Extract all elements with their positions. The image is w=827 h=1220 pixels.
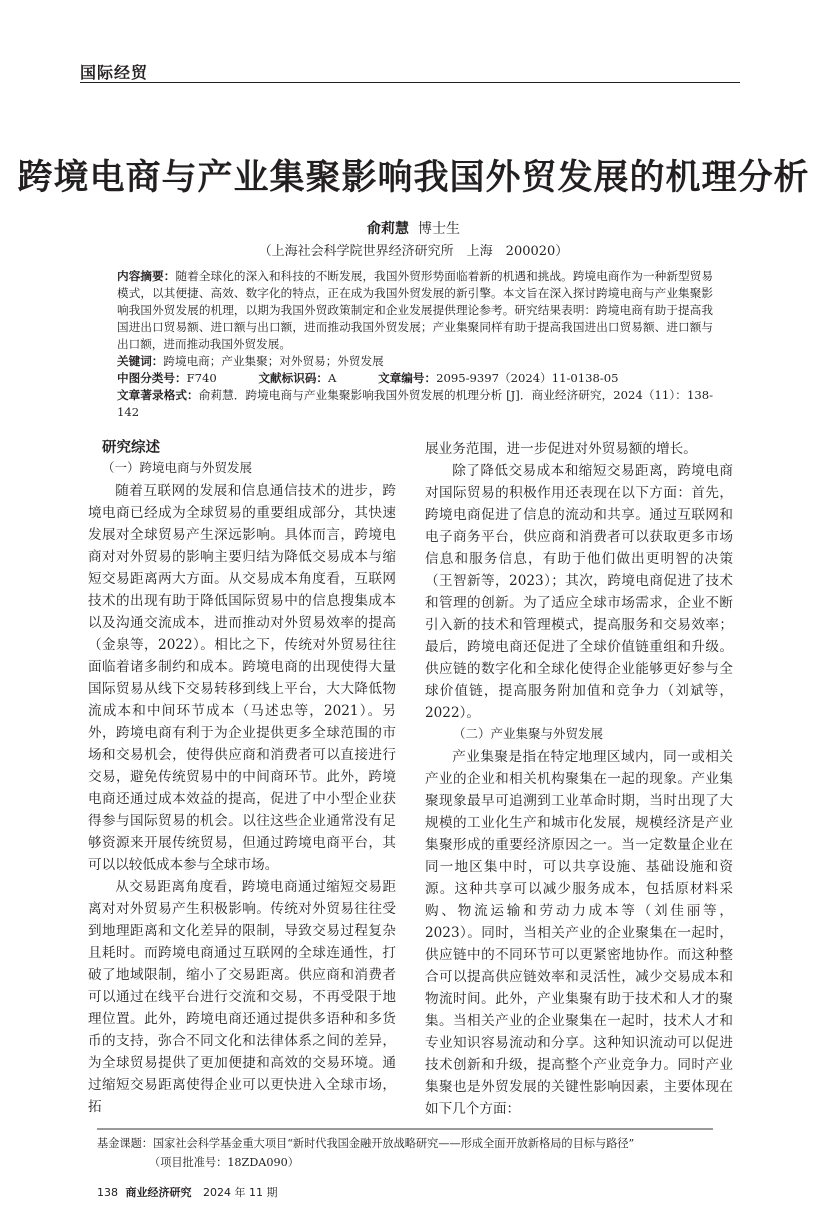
body-paragraph: 从交易距离角度看，跨境电商通过缩短交易距离对对外贸易产生积极影响。传统对外贸易往往受到地理距离和文化差异的限制，导致交易过程复杂且耗时。而跨境电商通过互联网的全球连通性，打破了地域限制，缩小了交易距离。供应商和消费者可以通过在线平台进行交流和交易，不再受限于地理位置。此外，跨境电商还通过提供多语种和多货币的支持，弥合不同文化和法律体系之间的差异，为全球贸易提供了更加便捷和高效的交易环境。通过缩短交易距离使得企业可以更快进入全球市场，拓 — [88, 879, 396, 1115]
citation-text: 俞莉慧．跨境电商与产业集聚影响我国外贸发展的机理分析 [J]．商业经济研究，2024（11）：138-142 — [117, 388, 713, 419]
article-title: 跨境电商与产业集聚影响我国外贸发展的机理分析 — [17, 158, 810, 198]
body-paragraph-continuation: 展业务范围，进一步促进对外贸易额的增长。 — [425, 441, 697, 457]
author-line — [0, 218, 827, 238]
page-footer — [97, 1184, 277, 1200]
author-role: 博士生 — [417, 221, 460, 237]
article-no-value: 2095-9397（2024）11-0138-05 — [436, 371, 619, 385]
footnote-rule — [97, 1128, 713, 1130]
fund-note — [97, 1134, 737, 1172]
abstract-label: 内容摘要： — [117, 269, 176, 283]
journal-name: 商业经济研究 — [125, 1186, 192, 1199]
section-heading: 研究综述 — [102, 440, 160, 456]
citation-label: 文章著录格式： — [117, 388, 199, 402]
issue: 2024 年 11 期 — [203, 1186, 278, 1199]
keywords: 跨境电商；产业集聚；对外贸易；外贸发展 — [163, 354, 384, 368]
clc-label: 中图分类号： — [117, 371, 187, 385]
affiliation: （上海社会科学院世界经济研究所 上海 200020） — [258, 244, 569, 259]
doc-code-value: A — [328, 371, 337, 385]
fund-line-1: 基金课题：国家社会科学基金重大项目“新时代我国金融开放战略研究——形成全面开放新格局的目标与路径” — [97, 1137, 635, 1150]
body-paragraph: 产业集聚是指在特定地理区域内，同一或相关产业的企业和相关机构聚集在一起的现象。产业集聚现象最早可追溯到工业革命时期，当时出现了大规模的工业化生产和城市化发展，规模经济是产业集聚形成的重要经济原因之一。当一定数量企业在同一地区集中时，可以共享设施、基础设施和资源。这种共享可以减少服务成本，包括原材料采购、物流运输和劳动力成本等（刘佳丽等，2023）。同时，当相关产业的企业聚集在一起时，供应链中的不同环节可以更紧密地协作。而这种整合可以提高供应链效率和灵活性，减少交易成本和物流时间。此外，产业集聚有助于技术和人才的聚集。当相关产业的企业聚集在一起时，技术人才和专业知识容易流动和分享。这种知识流动可以促进技术创新和升级，提高整个产业竞争力。同时产业集聚也是外贸发展的关键性影响因素，主要体现在如下几个方面： — [425, 749, 733, 1117]
body-paragraph: 除了降低交易成本和缩短交易距离，跨境电商对国际贸易的积极作用还表现在以下方面：首先，跨境电商促进了信息的流动和共享。通过互联网和电子商务平台，供应商和消费者可以获取更多市场信息和服务信息，有助于他们做出更明智的决策（王智新等，2023）；其次，跨境电商促进了技术和管理的创新。为了适应全球市场需求，企业不断引入新的技术和管理模式，提高服务和交易效率；最后，跨境电商还促进了全球价值链重组和升级。供应链的数字化和全球化使得企业能够更好参与全球价值链，提高服务附加值和竞争力（刘斌等，2022）。 — [425, 463, 733, 721]
abstract-block — [117, 268, 713, 421]
article-no-label: 文章编号： — [378, 371, 437, 385]
left-column — [88, 438, 396, 1118]
classification-row — [117, 370, 713, 387]
page-number: 138 — [97, 1186, 118, 1199]
fund-line-2: （项目批准号：18ZDA090） — [149, 1156, 299, 1169]
body-paragraph: 随着互联网的发展和信息通信技术的进步，跨境电商已经成为全球贸易的重要组成部分，其快速发展对全球贸易产生深远影响。具体而言，跨境电商对对外贸易的影响主要归结为降低交易成本与缩短交易距离两大方面。从交易成本角度看，互联网技术的出现有助于降低国际贸易中的信息搜集成本以及沟通交流成本，进而推动对外贸易效率的提高（金泉等，2022）。相比之下，传统对外贸易往往面临着诸多制约和成本。跨境电商的出现使得大量国际贸易从线下交易转移到线上平台，大大降低物流成本和中间环节成本（马述忠等，2021）。另外，跨境电商有利于为企业提供更多全球范围的市场和交易机会，使得供应商和消费者可以直接进行交易，避免传统贸易中的中间商环节。此外，跨境电商还通过成本效益的提高，促进了中小型企业获得参与国际贸易的机会。以往这些企业通常没有足够资源来开展传统贸易，但通过跨境电商平台，其可以以较低成本参与全球市场。 — [88, 483, 396, 873]
clc-value: F740 — [186, 371, 217, 385]
doc-code-label: 文献标识码： — [258, 371, 329, 385]
section-tag: 国际经贸 — [80, 63, 149, 82]
keywords-label: 关键词： — [117, 354, 164, 368]
header-rule — [80, 82, 740, 83]
right-column — [425, 438, 733, 1120]
subsection-heading-2: （二）产业集聚与外贸发展 — [453, 726, 604, 741]
subsection-heading-1: （一）跨境电商与外贸发展 — [102, 460, 253, 475]
abstract-text: 随着全球化的深入和科技的不断发展，我国外贸形势面临着新的机遇和挑战。跨境电商作为一种新型贸易模式，以其便捷、高效、数字化的特点，正在成为我国外贸发展的新引擎。本文旨在深入探讨跨境电商与产业集聚影响我国外贸发展的机理，以期为我国外贸政策制定和企业发展提供理论参考。研究结果表明：跨境电商有助于提高我国进出口贸易额、进口额与出口额，进而推动我国外贸发展；产业集聚同样有助于提高我国进出口贸易额、进口额与出口额，进而推动我国外贸发展。 — [117, 269, 713, 351]
author-name: 俞莉慧 — [367, 221, 410, 237]
